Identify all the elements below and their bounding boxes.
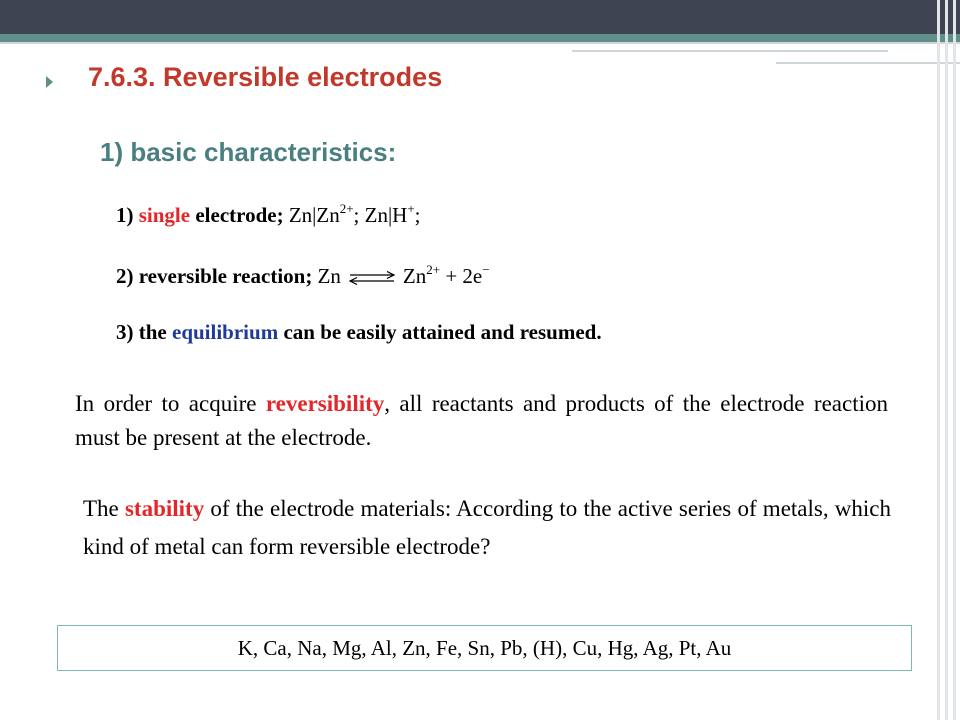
- characteristic-1: [116, 203, 421, 228]
- item-text: electrode;: [190, 203, 284, 227]
- decorative-stripe: [937, 0, 940, 720]
- highlight-stability: stability: [124, 496, 205, 521]
- decorative-line: [572, 50, 888, 52]
- decorative-stripe: [953, 0, 956, 720]
- highlight-single: single: [138, 203, 191, 227]
- product: $Zn^{2+} + 2e^-$: [402, 262, 490, 288]
- reactant: Zn: [317, 264, 341, 288]
- characteristic-3: [116, 320, 602, 345]
- characteristic-2: [116, 264, 490, 289]
- reversible-arrow-icon: [347, 271, 397, 285]
- highlight-reversibility: reversibility: [265, 391, 385, 416]
- header-bar: [0, 0, 960, 34]
- title-marker-icon: [46, 76, 53, 88]
- header-divider: [0, 42, 960, 44]
- item-text: can be easily attained and resumed.: [278, 320, 602, 344]
- section-subtitle: 1) basic characteristics:: [100, 137, 397, 167]
- metal-activity-series: K, Ca, Na, Mg, Al, Zn, Fe, Sn, Pb, (H), Cu, Hg, Ag, Pt, Au: [237, 635, 732, 660]
- item-number: 3) the: [116, 320, 172, 344]
- slide-title: 7.6.3. Reversible electrodes: [88, 62, 443, 92]
- metal-activity-series-box: [57, 625, 912, 671]
- reversibility-paragraph: In order to acquire reversibility, all reactants and products of the electrode reaction must be present at the electrode.: [75, 391, 888, 450]
- item-number: 1): [116, 203, 139, 227]
- item-text: 2) reversible reaction;: [116, 264, 313, 288]
- stability-paragraph: The stability of the electrode materials: According to the active series of metals, which kind of metal can form reversible electrode?: [83, 496, 891, 559]
- decorative-stripe: [945, 0, 948, 720]
- highlight-equilibrium: equilibrium: [172, 320, 279, 344]
- header-accent-bar: [0, 34, 960, 42]
- decorative-line: [776, 62, 960, 64]
- formula-zn-zn2: $Zn|Zn^{2+}$;: [288, 201, 365, 227]
- formula-zn-h: Zn|H+;: [364, 201, 421, 227]
